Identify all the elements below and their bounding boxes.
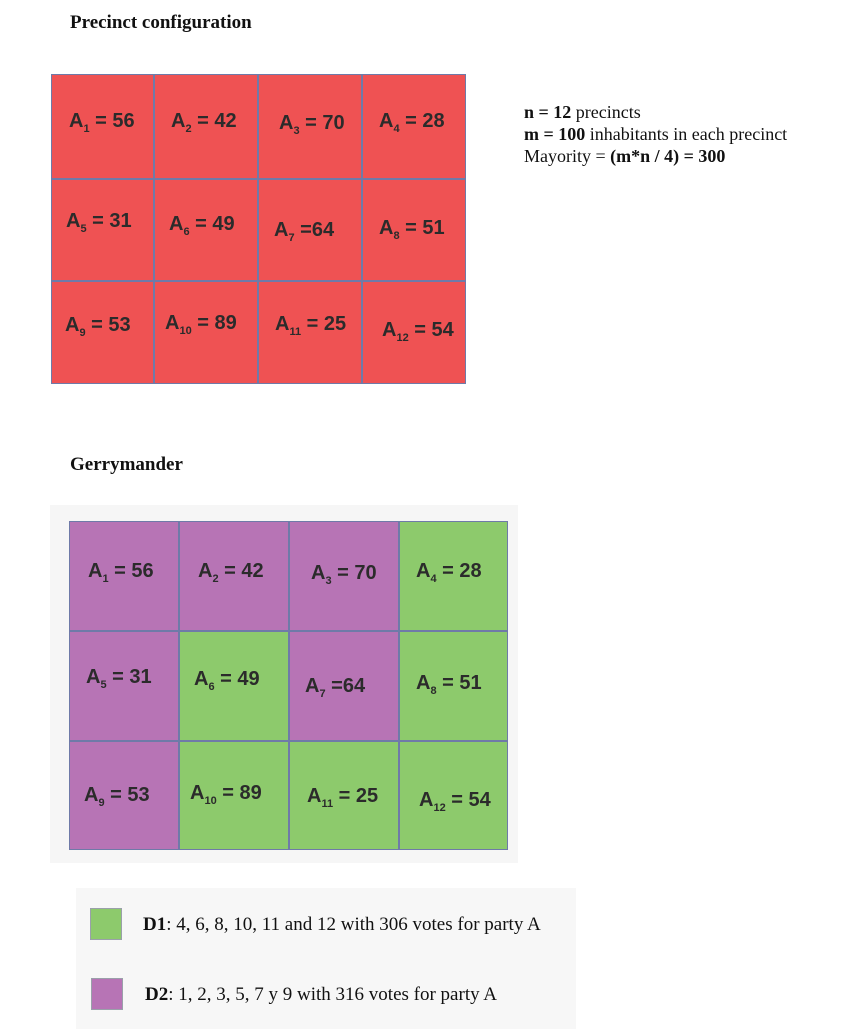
precinct-cell-10 [179, 741, 289, 850]
precinct-cell-3 [289, 521, 399, 631]
precinct-label: $A_{12} = 54$ [419, 789, 491, 814]
parameters-block [524, 101, 787, 167]
precinct-label: $A_5 = 31$ [66, 210, 132, 235]
precinct-label: $A_6 = 49$ [194, 668, 260, 693]
n-parameter: n = 12 precincts [524, 102, 641, 122]
precinct-cell-4 [399, 521, 508, 631]
precinct-label: $A_1 = 56$ [88, 560, 154, 585]
precinct-label: $A_6 = 49$ [169, 213, 235, 238]
precinct-cell-8 [362, 179, 466, 281]
precinct-cell-9 [51, 281, 154, 384]
precinct-cell-5 [69, 631, 179, 741]
precinct-label: $A_7 =64$ [305, 675, 366, 700]
precinct-label: $A_{11} = 25$ [307, 785, 379, 810]
precinct-cell-2 [179, 521, 289, 631]
precinct-cell-3 [258, 74, 362, 179]
precinct-cell-11 [289, 741, 399, 850]
precinct-label: $A_9 = 53$ [65, 314, 131, 339]
precinct-label: $A_8 = 51$ [416, 672, 482, 697]
m-parameter: m = 100 inhabitants in each precinct [524, 124, 788, 144]
precinct-cell-12 [362, 281, 466, 384]
precinct-label: $A_4 = 28$ [416, 560, 482, 585]
precinct-label: $A_8 = 51$ [379, 217, 445, 242]
legend-text-d2: D2: 1, 2, 3, 5, 7 y 9 with 316 votes for party A [145, 984, 498, 1005]
precinct-label: $A_{12} = 54$ [382, 319, 454, 344]
precinct-label: $A_3 = 70$ [279, 112, 345, 137]
precinct-configuration-title: Precinct configuration [70, 12, 252, 33]
precinct-cell-7 [258, 179, 362, 281]
precinct-cell-9 [69, 741, 179, 850]
legend-swatch-d1 [90, 908, 122, 940]
precinct-cell-11 [258, 281, 362, 384]
precinct-cell-10 [154, 281, 258, 384]
precinct-cell-1 [69, 521, 179, 631]
precinct-cell-5 [51, 179, 154, 281]
precinct-label: $A_{11} = 25$ [275, 313, 347, 338]
precinct-grid [51, 74, 466, 384]
majority-parameter: Mayority = (m*n / 4) = 300 [524, 146, 726, 166]
legend-text-d1: D1: 4, 6, 8, 10, 11 and 12 with 306 votes for party A [143, 914, 541, 935]
precinct-label: $A_2 = 42$ [171, 110, 237, 135]
precinct-cell-12 [399, 741, 508, 850]
precinct-label: $A_9 = 53$ [84, 784, 150, 809]
precinct-label: $A_{10} = 89$ [165, 312, 237, 337]
precinct-label: $A_3 = 70$ [311, 562, 377, 587]
precinct-cell-4 [362, 74, 466, 179]
precinct-cell-6 [154, 179, 258, 281]
precinct-cell-6 [179, 631, 289, 741]
precinct-label: $A_7 =64$ [274, 219, 335, 244]
gerrymander-grid [69, 521, 508, 850]
precinct-label: $A_{10} = 89$ [190, 782, 262, 807]
precinct-label: $A_5 = 31$ [86, 666, 152, 691]
precinct-label: $A_2 = 42$ [198, 560, 264, 585]
legend-swatch-d2 [91, 978, 123, 1010]
precinct-cell-1 [51, 74, 154, 179]
precinct-label: $A_4 = 28$ [379, 110, 445, 135]
gerrymander-title: Gerrymander [70, 454, 183, 475]
precinct-cell-2 [154, 74, 258, 179]
precinct-cell-8 [399, 631, 508, 741]
precinct-cell-7 [289, 631, 399, 741]
precinct-label: $A_1 = 56$ [69, 110, 135, 135]
legend-panel [76, 888, 576, 1029]
